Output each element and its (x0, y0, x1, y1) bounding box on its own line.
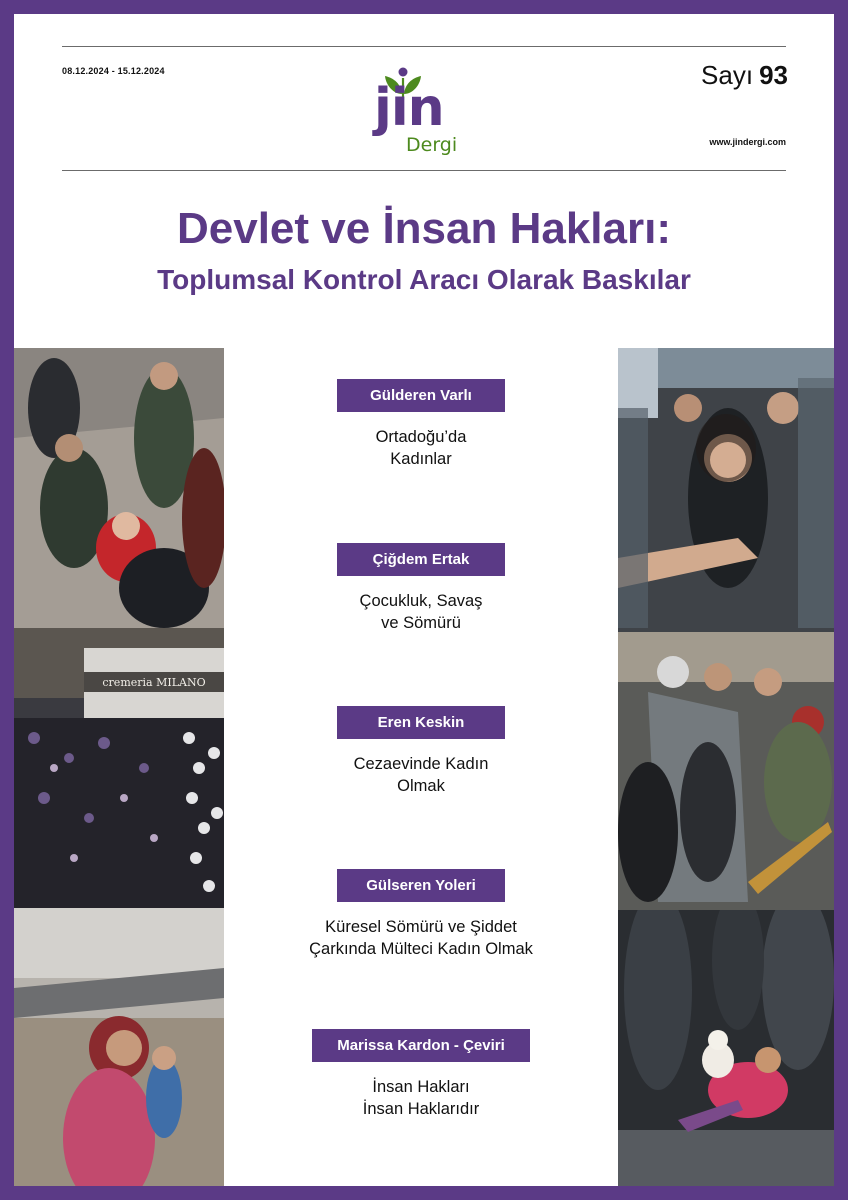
article-author: Eren Keskin (337, 706, 505, 739)
issue-label: Sayı (701, 60, 754, 90)
photo-crowd-milano (14, 628, 224, 908)
article-title: İnsan Hakları İnsan Haklarıdır (362, 1078, 480, 1118)
website-link[interactable]: www.jindergi.com (709, 137, 786, 147)
cover-title: Devlet ve İnsan Hakları: (176, 204, 671, 253)
article-author: Marissa Kardon - Çeviri (312, 1029, 530, 1062)
article-title: Cezaevinde Kadın Olmak (353, 755, 489, 795)
cover-subtitle: Toplumsal Kontrol Aracı Olarak Baskılar (157, 264, 691, 295)
photo-refugee-woman (14, 908, 224, 1186)
article-title: Ortadoğu’da Kadınlar (375, 428, 467, 468)
header-divider (62, 170, 786, 171)
jin-dergi-logo (366, 64, 486, 160)
article-author: Gülseren Yoleri (337, 869, 505, 902)
photo-child-with-teddy (618, 910, 834, 1186)
photo-protest-arrest (14, 348, 224, 628)
issue-number (701, 60, 788, 91)
article-author: Çiğdem Ertak (337, 543, 505, 576)
article-2[interactable] (224, 543, 618, 634)
article-title: Küresel Sömürü ve Şiddet Çarkında Mülteci Kadın Olmak (309, 918, 533, 958)
article-4[interactable] (224, 869, 618, 960)
article-3[interactable] (224, 706, 618, 797)
article-1[interactable] (224, 379, 618, 470)
article-5[interactable] (224, 1029, 618, 1120)
shop-sign-text: cremeria MILANO (102, 676, 206, 689)
logo-wordmark: jin (374, 78, 444, 138)
article-author: Gülderen Varlı (337, 379, 505, 412)
logo-subtitle: Dergi (406, 134, 458, 156)
photo-riot-shields (618, 632, 834, 910)
magazine-cover (14, 14, 834, 1186)
top-divider (62, 46, 786, 47)
issue-value: 93 (759, 60, 788, 90)
article-title: Çocukluk, Savaş ve Sömürü (359, 592, 483, 632)
photo-women-police-clash (618, 348, 834, 632)
date-range: 08.12.2024 - 15.12.2024 (62, 66, 165, 76)
